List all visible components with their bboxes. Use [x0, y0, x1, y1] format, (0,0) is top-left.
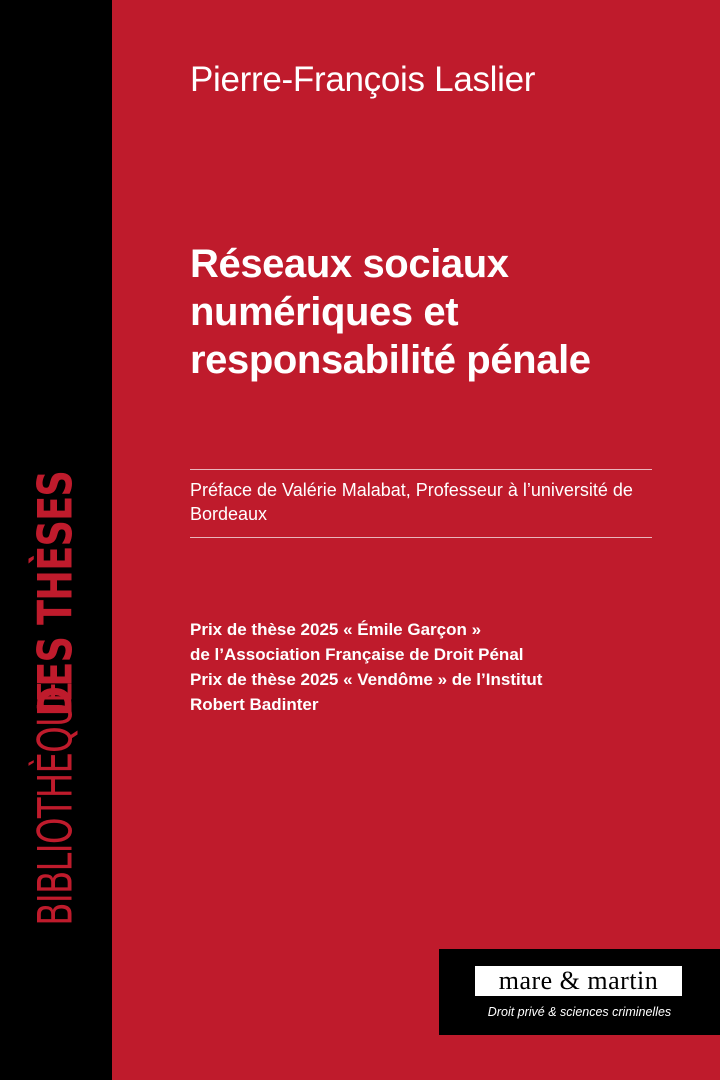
- series-name: [28, 402, 84, 1021]
- series-name-light: BIBLIOTHÈQUE: [28, 682, 84, 926]
- title-line: Réseaux sociaux: [190, 242, 509, 286]
- publisher-block: [439, 949, 720, 1035]
- publisher-logo-text: mare & martin: [498, 965, 659, 995]
- title-line: responsabilité pénale: [190, 338, 591, 382]
- series-name-bold: DES THÈSES: [28, 470, 84, 717]
- award-line: Prix de thèse 2025 « Vendôme » de l’Institut: [190, 670, 543, 689]
- author-name: Pierre-François Laslier: [190, 60, 536, 99]
- series-band: [0, 0, 112, 1080]
- title-line: numériques et: [190, 290, 459, 334]
- collection-name: Droit privé & sciences criminelles: [487, 1005, 672, 1019]
- award-line: Robert Badinter: [190, 695, 319, 714]
- divider-bottom: [190, 537, 652, 538]
- publisher-logo: [475, 966, 682, 996]
- preface-text: Préface de Valérie Malabat, Professeur à l’université de Bordeaux: [190, 480, 633, 524]
- award-line: Prix de thèse 2025 « Émile Garçon »: [190, 620, 482, 639]
- book-title: [190, 240, 690, 384]
- award-line: de l’Association Française de Droit Pénal: [190, 645, 524, 664]
- divider-top: [190, 469, 652, 470]
- awards-list: [190, 617, 542, 717]
